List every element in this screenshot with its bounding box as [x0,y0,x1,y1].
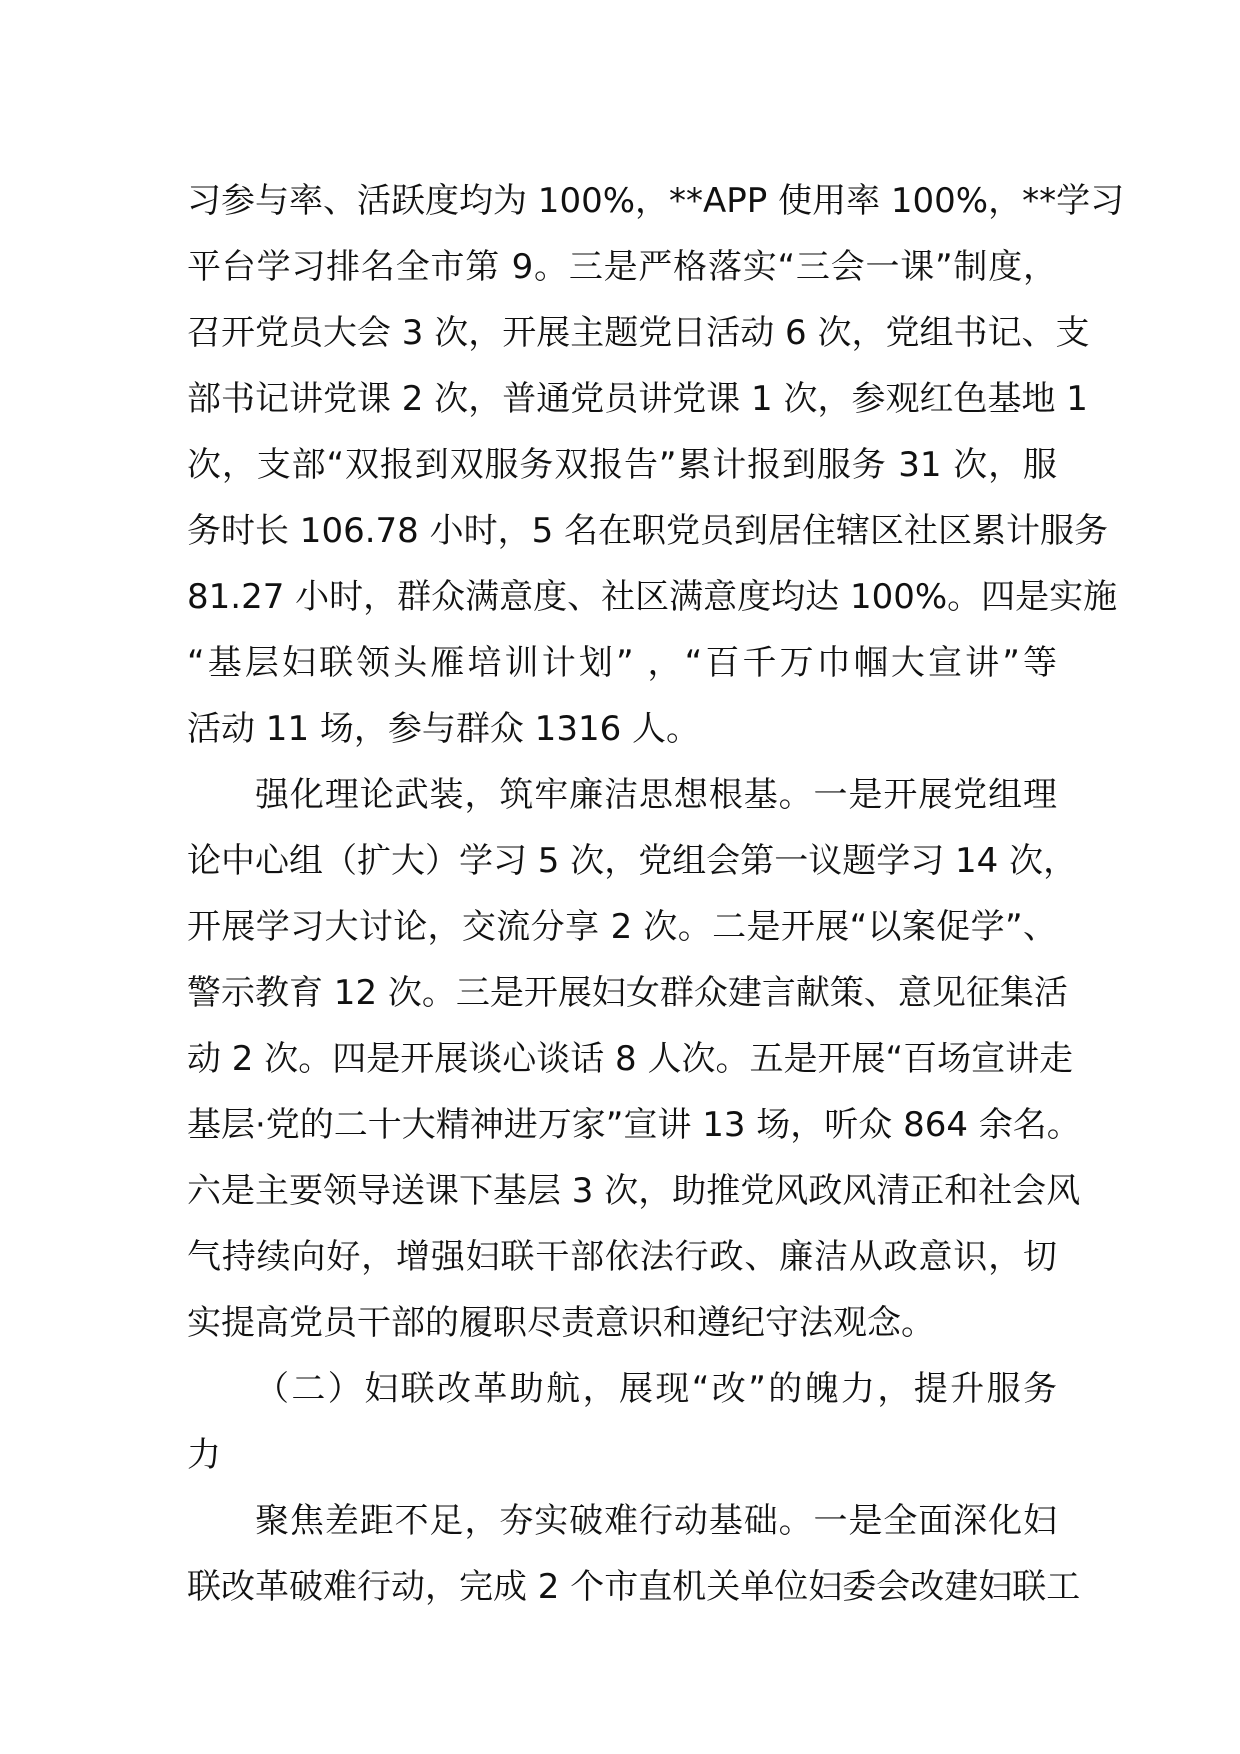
text-line: “基层妇联领头雁培训计划” ，“百千万巾帼大宣讲”等 [187,643,1057,683]
text-line: 气持续向好，增强妇联干部依法行政、廉洁从政意识，切 [187,1237,1057,1277]
text-line: 联改革破难行动，完成 2 个市直机关单位妇委会改建妇联工 [187,1567,1081,1607]
text-line: 召开党员大会 3 次，开展主题党日活动 6 次，党组书记、支 [187,313,1090,353]
paragraph-heading-line: 聚焦差距不足，夯实破难行动基础。一是全面深化妇 [255,1501,1057,1541]
paragraph-heading-line: 强化理论武装，筑牢廉洁思想根基。一是开展党组理 [255,775,1057,815]
text-line: 基层·党的二十大精神进万家”宣讲 13 场，听众 864 余名。 [187,1105,1081,1145]
text-line: 务时长 106.78 小时，5 名在职党员到居住辖区社区累计服务 [187,511,1109,551]
text-line: 习参与率、活跃度均为 100%，**APP 使用率 100%，**学习 [187,181,1125,221]
text-line: 实提高党员干部的履职尽责意识和遵纪守法观念。 [187,1303,935,1343]
text-line: 平台学习排名全市第 9。三是严格落实“三会一课”制度， [187,247,1057,287]
text-line: 部书记讲党课 2 次，普通党员讲党课 1 次，参观红色基地 1 [187,379,1088,419]
text-line: 警示教育 12 次。三是开展妇女群众建言献策、意见征集活 [187,973,1068,1013]
section-heading-line: 力 [187,1435,221,1475]
text-line: 81.27 小时，群众满意度、社区满意度均达 100%。四是实施 [187,577,1118,617]
text-line: 活动 11 场，参与群众 1316 人。 [187,709,701,749]
text-line: 开展学习大讨论，交流分享 2 次。二是开展“以案促学”、 [187,907,1057,947]
body-text [187,168,1125,1620]
text-line: 次，支部“双报到双服务双报告”累计报到服务 31 次，服 [187,445,1057,485]
text-line: 论中心组（扩大）学习 5 次，党组会第一议题学习 14 次， [187,841,1078,881]
section-heading-line: （二）妇联改革助航，展现“改”的魄力，提升服务 [255,1369,1057,1409]
text-line: 六是主要领导送课下基层 3 次，助推党风政风清正和社会风 [187,1171,1081,1211]
text-line: 动 2 次。四是开展谈心谈话 8 人次。五是开展“百场宣讲走 [187,1039,1074,1079]
